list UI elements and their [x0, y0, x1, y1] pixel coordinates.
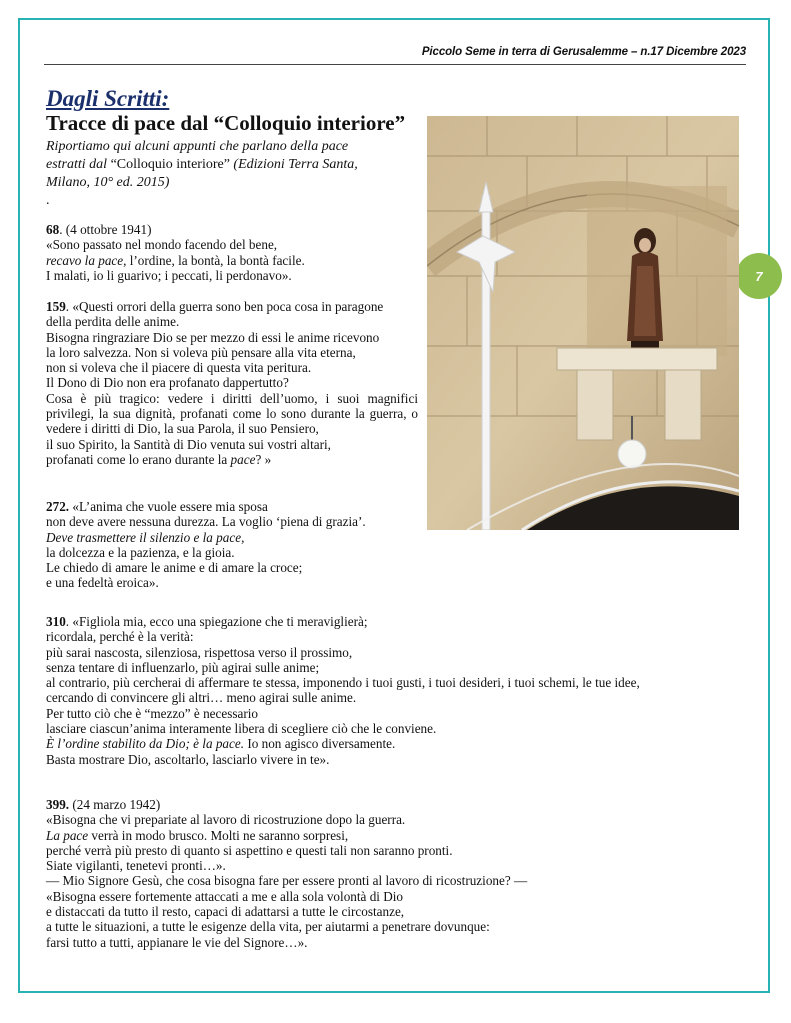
article-title: Tracce di pace dal “Colloquio interiore” [46, 111, 406, 135]
text-line: Basta mostrare Dio, ascoltarlo, lasciarlo vivere in te». [46, 751, 330, 767]
text-line: la dolcezza e la pazienza, e la gioia. [46, 544, 235, 560]
text-line: Per tutto ciò che è “mezzo” è necessario [46, 705, 258, 721]
text-line: Il Dono di Dio non era profanato dappertutto? [46, 375, 289, 391]
intro-line: estratti dal “Colloquio interiore” (Edizioni Terra Santa, [46, 157, 358, 172]
text-line: È l’ordine stabilito da Dio; è la pace. Io non agisco diversamente. [46, 736, 396, 752]
text-line: I malati, io li guarivo; i peccati, li perdonavo». [46, 267, 292, 283]
text-line: Deve trasmettere il silenzio e la pace, [46, 529, 245, 545]
entry-heading: 68. (4 ottobre 1941) [46, 222, 152, 237]
text-line: ricordala, perché è la verità: [46, 629, 194, 645]
text-line: recavo la pace, l’ordine, la bontà, la bontà facile. [46, 252, 305, 268]
entry-310 [46, 614, 746, 767]
text-line: Bisogna ringraziare Dio se per mezzo di essi le anime ricevono [46, 329, 380, 345]
intro-line: Milano, 10° ed. 2015) [46, 175, 170, 190]
text-line: Siate vigilanti, tenetevi pronti…». [46, 858, 226, 874]
text-line: lasciare ciascun’anima interamente libera di scegliere ciò che le conviene. [46, 721, 437, 737]
text-line: «Bisogna che vi prepariate al lavoro di ricostruzione dopo la guerra. [46, 812, 406, 828]
text-line: «Bisogna essere fortemente attaccati a me e alla sola volontà di Dio [46, 888, 404, 904]
entry-68 [46, 222, 746, 283]
text-line: il suo Spirito, la Santità di Dio venuta sui vostri altari, [46, 436, 331, 452]
entry-heading: 399. (24 marzo 1942) [46, 797, 161, 812]
header-divider [44, 64, 746, 65]
text-line: non deve avere nessuna durezza. La voglio ‘piena di grazia’. [46, 514, 366, 530]
page-number-badge: 7 [736, 253, 782, 299]
text-line: più sarai nascosta, silenziosa, rispettosa verso il prossimo, [46, 644, 353, 660]
text-line: a tutte le situazioni, a tutte le esigenze della vita, per aiutarmi a penetrare dovunque: [46, 919, 490, 935]
text-line: — Mio Signore Gesù, che cosa bisogna fare per essere pronti al lavoro di ricostruzione? — [46, 873, 528, 889]
entry-159 [46, 299, 746, 467]
text-line: 310. «Figliola mia, ecco una spiegazione che ti meraviglierà; [46, 614, 368, 629]
text-line: perché verrà più presto di quanto si aspettino e questi tali non saranno pronti. [46, 842, 453, 858]
text-line: la loro salvezza. Non si voleva più pensare alla vita eterna, [46, 344, 356, 360]
text-line: non si voleva che il piacere di questa vita peritura. [46, 360, 312, 376]
text-line: profanati come lo erano durante la pace? » [46, 451, 272, 467]
intro-line: Riportiamo qui alcuni appunti che parlano della pace [46, 139, 349, 154]
text-line: «Sono passato nel mondo facendo del bene, [46, 237, 278, 253]
text-line: e una fedeltà eroica». [46, 575, 159, 591]
intro-text [46, 138, 426, 210]
running-header: Piccolo Seme in terra di Gerusalemme – n.17 Dicembre 2023 [421, 46, 746, 58]
intro-line: . [46, 193, 50, 208]
text-line: cercando di convincere gli altri… meno agirai sulle anime. [46, 690, 357, 706]
text-paragraph: Cosa è più tragico: vedere i diritti dell’uomo, i suoi magnifici privilegi, la sua dignità, profanati come lo sono durante la guerra, o vedere i diritti di Dio, la sua Parola, il suo Pensiero, [46, 390, 418, 437]
text-line: farsi tutto a tutti, appianare le vie del Signore…». [46, 934, 308, 950]
entry-272 [46, 499, 746, 591]
text-line: al contrario, più cercherai di affermare te stessa, imponendo i tuoi gusti, i tuoi desideri, i tuoi schemi, le tue idee, [46, 675, 640, 691]
entry-399 [46, 797, 746, 950]
text-line: senza tentare di influenzarlo, più agirai sulle anime; [46, 659, 320, 675]
text-line: 272. «L’anima che vuole essere mia sposa [46, 499, 268, 514]
section-title: Dagli Scritti: [46, 86, 170, 111]
text-line: e distaccati da tutto il resto, capaci di adattarsi a tutte le circostanze, [46, 904, 405, 920]
text-line: La pace verrà in modo brusco. Molti ne saranno sorpresi, [46, 827, 349, 843]
text-line: 159. «Questi orrori della guerra sono ben poca cosa in paragone [46, 299, 384, 314]
text-line: Le chiedo di amare le anime e di amare la croce; [46, 560, 303, 576]
text-line: della perdita delle anime. [46, 314, 180, 330]
